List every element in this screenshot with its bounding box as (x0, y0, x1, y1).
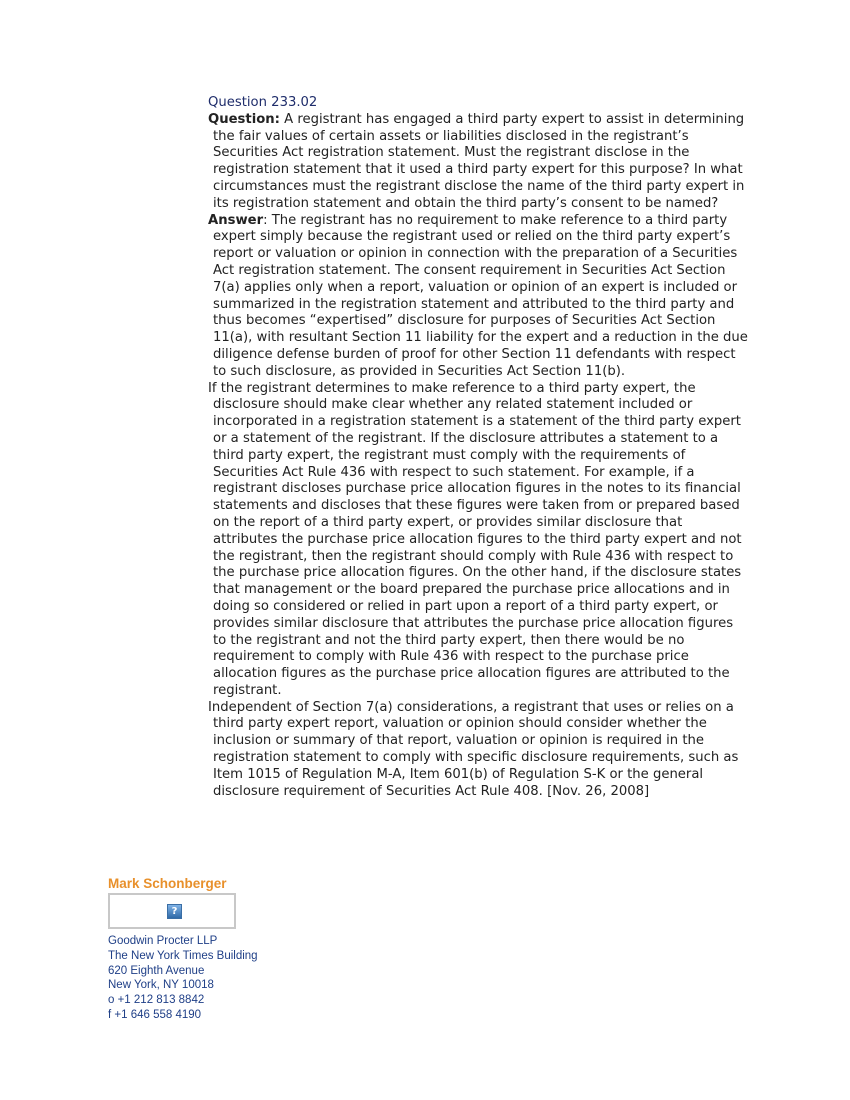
signature-contact (108, 934, 258, 1023)
question-paragraph (208, 112, 748, 213)
question-text: A registrant has engaged a third party expert to assist in determining the fair values of certain assets or liabilities disclosed in the registrant’s Securities Act registration statement. Must the registrant disclose in the registration statement that it used a third party expert for this purpose? In what circumstances must the registrant disclose the name of the third party expert in its registration statement and obtain the third party’s consent to be named? (213, 111, 745, 211)
signature-building: The New York Times Building (108, 949, 258, 962)
qa-section (208, 95, 748, 800)
answer-label: Answer (208, 212, 264, 228)
signature-city: New York, NY 10018 (108, 979, 214, 992)
signature-name: Mark Schonberger (108, 876, 227, 891)
broken-image-icon: ? (167, 904, 182, 919)
signature-image-placeholder[interactable] (108, 893, 236, 929)
email-signature (108, 875, 258, 1023)
answer-text: : The registrant has no requirement to make reference to a third party expert simply because the registrant used or relied on the third party expert’s report or valuation or opinion in connection with the preparation of a Securities Act registration statement. The consent requirement in Securities Act Section 7(a) applies only when a report, valuation or opinion of an expert is included or summarized in the registration statement and attributed to the third party and thus becomes “expertised” disclosure for purposes of Securities Act Section 11(a), with resultant Section 11 liability for the expert and a reduction in the due diligence defense burden of proof for other Section 11 defendants with respect to such disclosure, as provided in Securities Act Section 11(b). (213, 212, 748, 379)
signature-street: 620 Eighth Avenue (108, 964, 205, 977)
signature-fax: f +1 646 558 4190 (108, 1008, 202, 1021)
body-paragraph-2: If the registrant determines to make reference to a third party expert, the disclosure should make clear whether any related statement included or incorporated in a registration statement is a statement of the third party expert or a statement of the registrant. If the disclosure attributes a statement to a third party expert, the registrant must comply with the requirements of Securities Act Rule 436 with respect to such statement. For example, if a registrant discloses purchase price allocation figures in the notes to its financial statements and discloses that these figures were taken from or prepared based on the report of a third party expert, or provides similar disclosure that attributes the purchase price allocation figures to the third party expert and not the registrant, then the registrant should comply with Rule 436 with respect to the purchase price allocation figures. On the other hand, if the disclosure states that management or the board prepared the purchase price allocations and in doing so considered or relied in part upon a report of a third party expert, or provides similar disclosure that attributes the purchase price allocation figures to the registrant and not the third party expert, then there would be no requirement to comply with Rule 436 with respect to the purchase price allocation figures as the purchase price allocation figures are attributed to the registrant. (208, 380, 742, 698)
signature-firm: Goodwin Procter LLP (108, 935, 218, 947)
question-title: Question 233.02 (208, 95, 318, 110)
answer-paragraph (208, 213, 748, 381)
signature-office-phone: o +1 212 813 8842 (108, 994, 205, 1007)
question-label: Question: (208, 111, 280, 127)
body-paragraph-3: Independent of Section 7(a) considerations, a registrant that uses or relies on a third party expert report, valuation or opinion should consider whether the inclusion or summary of that report, valuation or opinion is required in the registration statement to comply with specific disclosure requirements, such as Item 1015 of Regulation M-A, Item 601(b) of Regulation S-K or the general disclosure requirement of Securities Act Rule 408. [Nov. 26, 2008] (208, 699, 739, 799)
